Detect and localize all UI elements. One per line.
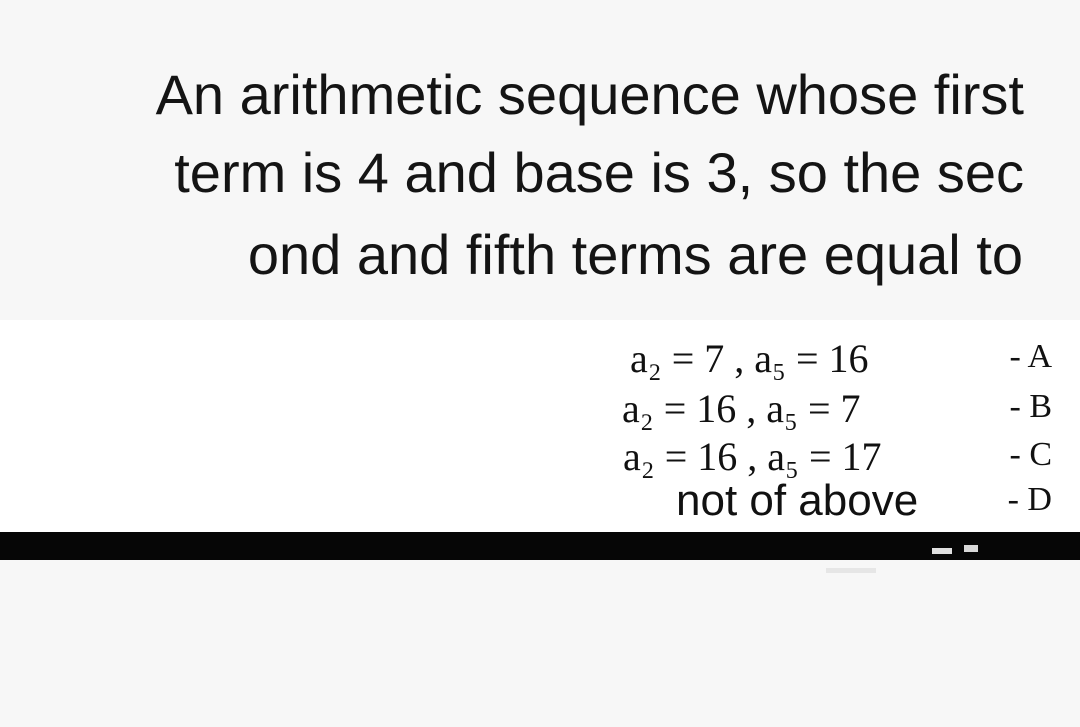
option-a-formula: a₂ = 7 , a₅ = 16 <box>630 336 869 381</box>
blank-area <box>0 560 1080 727</box>
option-c-formula: a₂ = 16 , a₅ = 17 <box>623 434 882 479</box>
option-c-letter: - C <box>1009 436 1052 473</box>
divider-bar <box>0 532 1080 560</box>
scan-artifact <box>826 568 876 573</box>
option-b[interactable] <box>0 385 1080 435</box>
scan-artifact <box>932 548 952 554</box>
question-line-3: ond and fifth terms are equal to <box>247 223 1023 286</box>
question-line-2: term is 4 and base is 3, so the sec <box>174 141 1024 204</box>
option-b-formula: a₂ = 16 , a₅ = 7 <box>622 386 861 431</box>
option-d-text: not of above <box>676 476 919 525</box>
option-d-letter: - D <box>1007 481 1052 518</box>
option-a[interactable] <box>0 335 1080 385</box>
option-b-letter: - B <box>1009 388 1052 425</box>
option-a-letter: - A <box>1009 338 1052 375</box>
question-text <box>0 0 1080 320</box>
option-d[interactable] <box>0 478 1080 528</box>
question-line-1: An arithmetic sequence whose first <box>155 63 1024 126</box>
scan-artifact <box>964 545 978 552</box>
